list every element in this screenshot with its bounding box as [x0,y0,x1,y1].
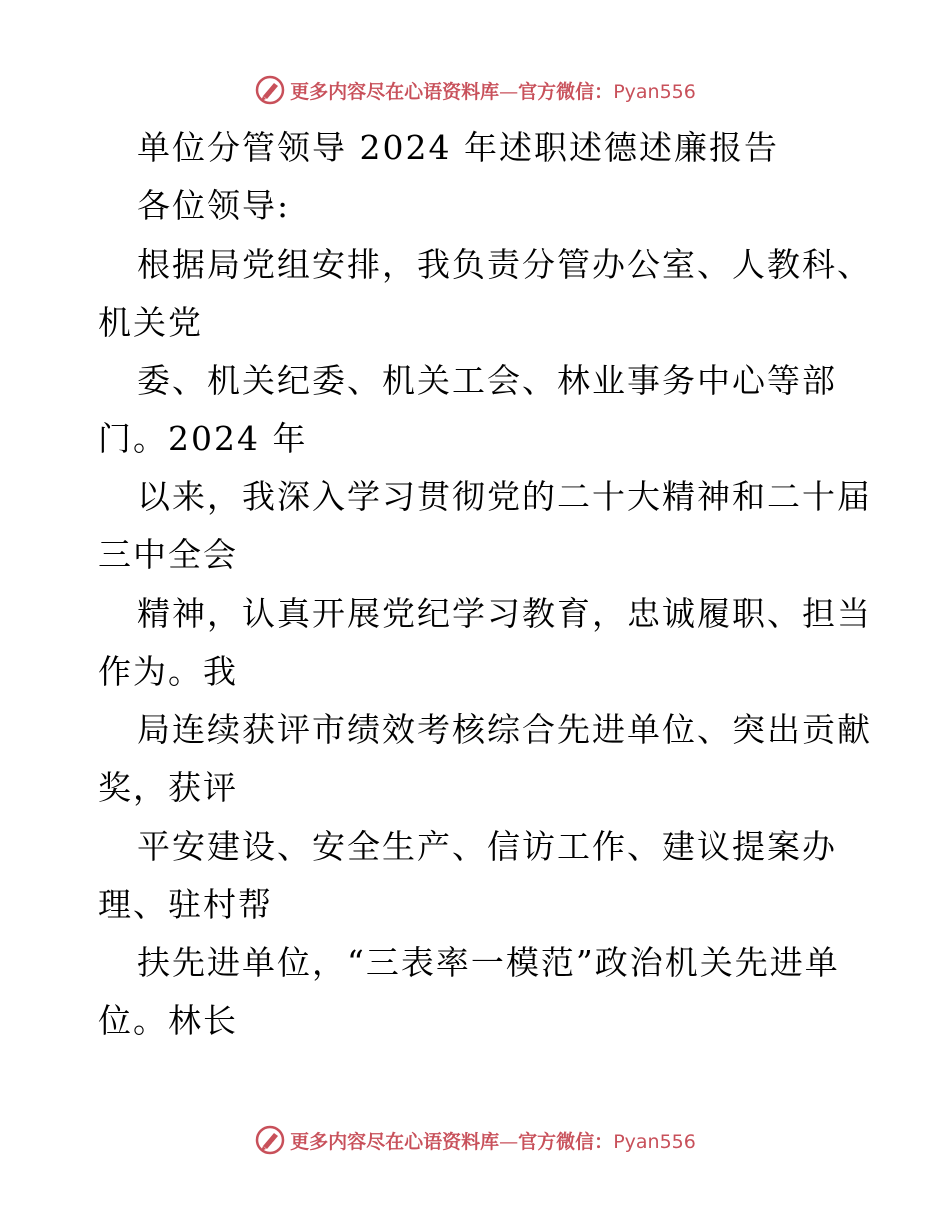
greeting: 各位领导: [137,186,291,225]
watermark-text: 更多内容尽在心语资料库—官方微信：Pyan556 [290,80,696,103]
footer-watermark [0,1120,950,1160]
paragraph-line: 扶先进单位，“三表率一模范”政治机关先进单 [137,943,840,982]
paragraph-line: 委、机关纪委、机关工会、林业事务中心等部 [137,361,837,400]
paragraph-line: 机关党 [98,303,203,342]
paragraph-line: 平安建设、安全生产、信访工作、建议提案办 [137,827,837,866]
paragraph-line: 奖，获评 [98,768,238,807]
paragraph-line: 以来，我深入学习贯彻党的二十大精神和二十届 [137,477,872,516]
paragraph-line: 作为。我 [98,652,238,691]
pen-logo-icon [254,1124,286,1156]
paragraph-line: 精神，认真开展党纪学习教育，忠诚履职、担当 [137,594,872,633]
paragraph-line: 位。林长 [98,1001,238,1040]
paragraph-line: 门。2024 年 [98,419,308,458]
watermark-text: 更多内容尽在心语资料库—官方微信：Pyan556 [290,1130,696,1153]
document-title: 单位分管领导 2024 年述职述德述廉报告 [137,128,779,167]
paragraph-line: 局连续获评市绩效考核综合先进单位、突出贡献 [137,710,872,749]
paragraph-line: 三中全会 [98,535,238,574]
header-watermark [0,70,950,110]
paragraph-line: 根据局党组安排，我负责分管办公室、人教科、 [137,245,872,284]
paragraph-line: 理、驻村帮 [98,885,273,924]
pen-logo-icon [254,74,286,106]
